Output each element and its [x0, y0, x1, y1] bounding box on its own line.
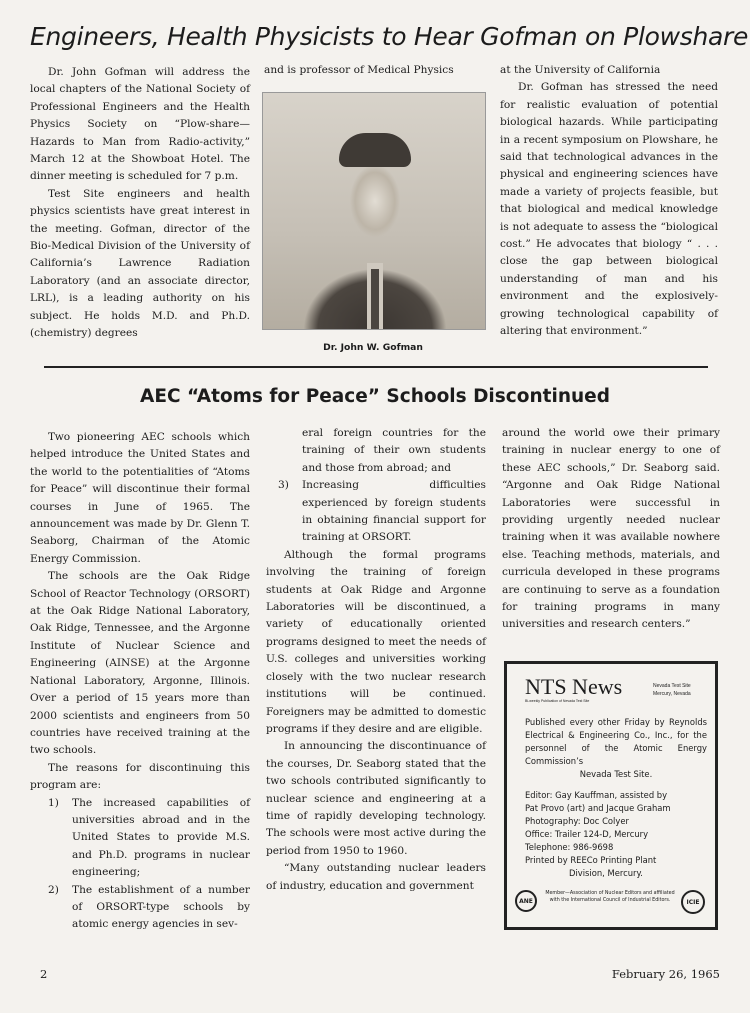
publisher-text-end: Nevada Test Site.	[579, 769, 653, 779]
staff-line: Telephone: 986-9698	[525, 842, 614, 852]
icie-emblem-icon: ICIE	[681, 890, 705, 914]
article2-column-1	[30, 429, 250, 934]
article1-column-1	[30, 64, 250, 343]
staff-line: Photography: Doc Colyer	[525, 816, 629, 826]
masthead-location	[653, 682, 691, 698]
staff-list	[525, 789, 707, 880]
list-text: The establishment of a number of ORSORT-type schools by atomic energy agencies in sev-	[72, 883, 250, 931]
section-divider	[44, 366, 708, 368]
logo-subtitle: Bi-weekly Publication of Nevada Test Site	[525, 699, 590, 703]
article1-paragraph: Dr. Gofman has stressed the need for realistic evaluation of potential biological hazards. While participating in a recent symposium on Plowshare, he said that technological advances in the physical and engineering sciences have made a variety of projects feasible, but that biological and medical knowledge is not adequate to assess the “biological cost.” He advocates that biology “ . . . close the gap between biological understanding of man and his environment and the explosively-growing technological capability of altering that environment.”	[500, 81, 718, 338]
ane-emblem-icon: ANE	[515, 890, 537, 912]
nts-news-logo: NTS News	[525, 674, 623, 699]
list-item	[48, 795, 250, 882]
article2-paragraph: In announcing the discontinuance of the courses, Dr. Seaborg stated that the two schools contributed significantly to nuclear science and engineering at a time of rapidly developing technology. The schools were most active during the period from 1950 to 1960.	[266, 740, 486, 857]
page-number: 2	[40, 967, 48, 981]
reasons-list-continued	[266, 477, 486, 547]
article1-column-2	[264, 62, 486, 79]
article1-paragraph: Test Site engineers and health physics scientists have great interest in the meeting. Gofman, director of the Bio-Medical Division of the University of California’s Lawrence Radiation Laboratory (and an associate director, LRL), is a leading authority on his subject. He holds M.D. and Ph.D. (chemistry) degrees	[30, 187, 250, 340]
staff-line: Editor: Gay Kauffman, assisted by	[525, 790, 668, 800]
article1-paragraph: at the University of California	[500, 64, 661, 76]
list-text: Increasing difficulties experienced by foreign students in obtaining financial support for training at ORSORT.	[302, 479, 486, 544]
list-number: 1)	[48, 796, 59, 809]
membership-note: Member—Association of Nuclear Editors and affiliated with the International Council of Industrial Editors.	[545, 891, 675, 903]
gofman-portrait-photo	[262, 92, 486, 330]
article2-column-3	[502, 425, 720, 634]
article2-paragraph: The reasons for discontinuing this program are:	[30, 761, 250, 792]
article1-paragraph: Dr. John Gofman will address the local chapters of the National Society of Professional Engineers and the Health Physics Society on “Plow-share—Hazards to Man from Radio-activity,” March 12 at the Showboat Hotel. The dinner meeting is scheduled for 7 p.m.	[30, 66, 250, 183]
issue-date: February 26, 1965	[611, 967, 720, 981]
article1-paragraph: and is professor of Medical Physics	[264, 64, 454, 76]
location-line: Mercury, Nevada	[653, 691, 691, 697]
article2-paragraph: Two pioneering AEC schools which helped introduce the United States and the world to the potentialities of “Atoms for Peace” will discontinue their formal courses in June of 1965. The announcement was made by Dr. Glenn T. Seaborg, Chairman of the Atomic Energy Commission.	[30, 431, 250, 565]
list-text: The increased capabilities of universities abroad and in the United States to provide M.S. and Ph.D. programs in nuclear engineering;	[72, 796, 250, 879]
list-number: 3)	[278, 479, 289, 492]
article2-paragraph: “Many outstanding nuclear leaders of industry, education and government	[266, 862, 486, 892]
headline-atoms-for-peace: AEC “Atoms for Peace” Schools Discontinued	[140, 386, 610, 407]
location-line: Nevada Test Site	[653, 683, 691, 689]
photo-caption: Dr. John W. Gofman	[323, 342, 423, 353]
headline-gofman: Engineers, Health Physicists to Hear Gofman on Plowshare	[30, 22, 749, 51]
masthead-body	[525, 716, 707, 880]
article2-paragraph: eral foreign countries for the training of their own students and those from abroad; and	[302, 427, 486, 474]
article2-paragraph: Although the formal programs involving the training of foreign students at Oak Ridge and Argonne Laboratories will be discontinued, a variety of educationally oriented programs designed to meet the needs of U.S. colleges and universities working closely with the two nuclear research institutions will be continued. Foreigners may be admitted to domestic programs if they desire and are eligible.	[266, 548, 486, 735]
list-item	[48, 882, 250, 934]
staff-line: Pat Provo (art) and Jacque Graham	[525, 803, 671, 813]
nts-news-masthead-box	[504, 661, 718, 930]
staff-line: Division, Mercury.	[569, 868, 643, 878]
article2-paragraph: The schools are the Oak Ridge School of Reactor Technology (ORSORT) at the Oak Ridge National Laboratory, Oak Ridge, Tennessee, and the Argonne Institute of Nuclear Science and Engineering (AINSE) at the Argonne National Laboratory, Argonne, Illinois. Over a period of 15 years more than 2000 scientists and engineers from 50 countries have received training at the two schools.	[30, 570, 250, 757]
publisher-statement	[525, 716, 707, 781]
reasons-list	[30, 795, 250, 934]
staff-line: Printed by REECo Printing Plant	[525, 855, 657, 865]
staff-line: Office: Trailer 124-D, Mercury	[525, 829, 649, 839]
article1-column-3	[500, 62, 718, 341]
article2-column-2	[266, 425, 486, 895]
publisher-text: Published every other Friday by Reynolds Electrical & Engineering Co., Inc., for the personnel of the Atomic Energy Commission’s	[525, 717, 707, 766]
list-item	[278, 477, 486, 547]
list-number: 2)	[48, 883, 59, 896]
article2-paragraph: around the world owe their primary training in nuclear energy to one of these AEC schools,” Dr. Seaborg said. “Argonne and Oak Ridge National Laboratories were successful in providing urgently needed nuclear training when it was available nowhere else. Teaching methods, materials, and curricula developed in these programs are continuing to serve as a foundation for training programs in many universities and research centers.”	[502, 427, 720, 631]
